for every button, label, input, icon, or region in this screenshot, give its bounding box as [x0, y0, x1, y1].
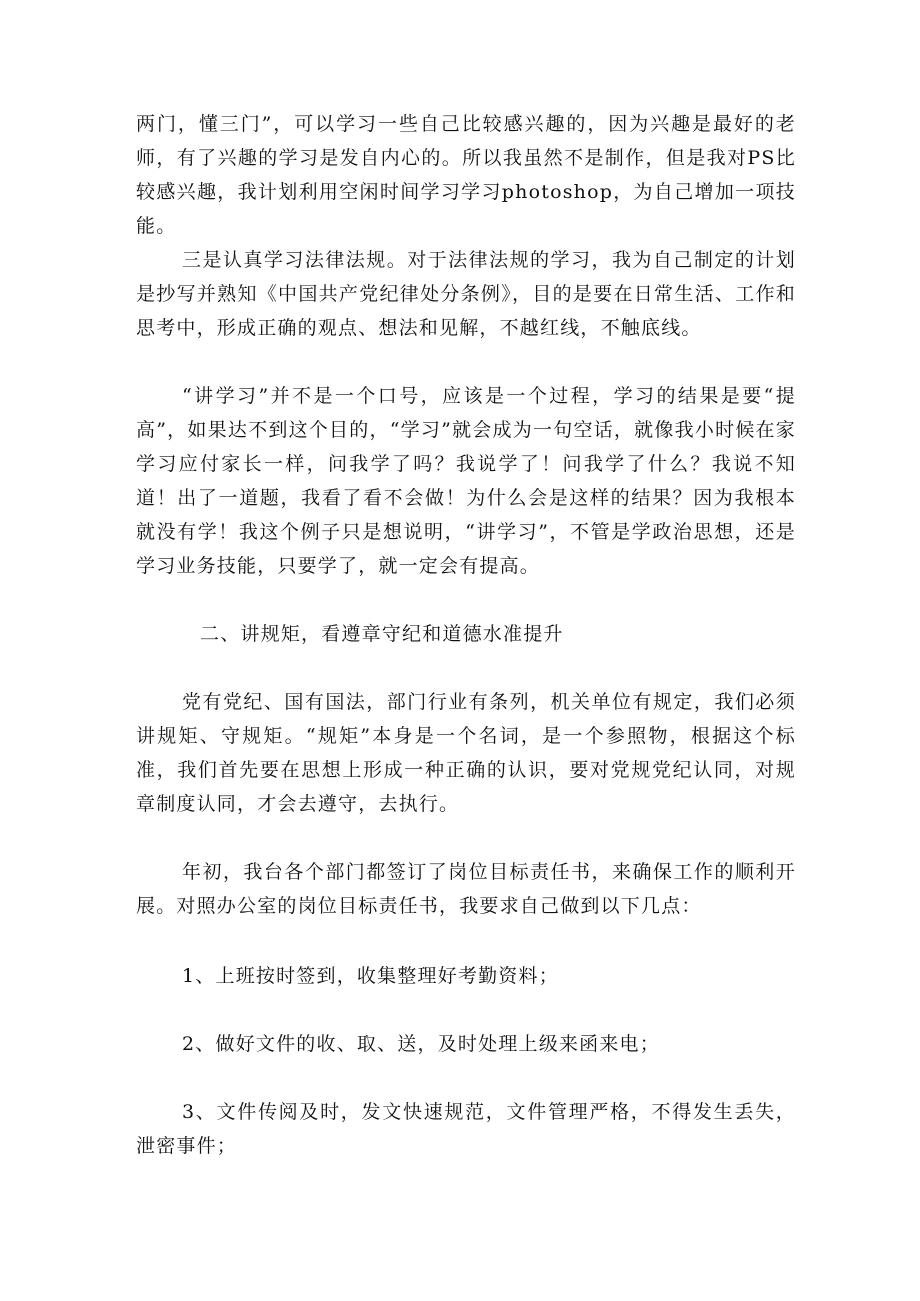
paragraph-responsibility: 年初，我台各个部门都签订了岗位目标责任书，来确保工作的顺利开展。对照办公室的岗位目标责任书，我要求自己做到以下几点：	[136, 861, 796, 917]
list-item: 1、上班按时签到，收集整理好考勤资料；	[182, 965, 559, 987]
paragraph-rules: 党有党纪、国有国法，部门行业有条列，机关单位有规定，我们必须讲规矩、守规矩。“规矩”本身是一个名词，是一个参照物，根据这个标准，我们首先要在思想上形成一种正确的认识，要对党规党纪认同，对规章制度认同，才会去遵守，去执行。	[136, 691, 796, 815]
list-item: 2、做好文件的收、取、送，及时处理上级来函来电；	[182, 1033, 660, 1055]
paragraph-law-study: 三是认真学习法律法规。对于法律法规的学习，我为自己制定的计划是抄写并熟知《中国共产党纪律处分条例》，目的是要在日常生活、工作和思考中，形成正确的观点、想法和见解，不越红线，不触底线。	[136, 249, 796, 339]
list-item: 3、文件传阅及时，发文快速规范，文件管理严格，不得发生丢失，泄密事件；	[136, 1101, 796, 1157]
paragraph-study-slogan: “讲学习”并不是一个口号，应该是一个过程，学习的结果是要“提高”，如果达不到这个目的，“学习”就会成为一句空话，就像我小时候在家学习应付家长一样，问我学了吗？我说学了！问我学了什么？我说不知道！出了一道题，我看了看不会做！为什么会是这样的结果？因为我根本就没有学！我这个例子只是想说明，“讲学习”，不管是学政治思想，还是学习业务技能，只要学了，就一定会有提高。	[136, 385, 796, 577]
paragraph-continuation: 两门，懂三门”，可以学习一些自己比较感兴趣的，因为兴趣是最好的老师，有了兴趣的学习是发自内心的。所以我虽然不是制作，但是我对PS比较感兴趣，我计划利用空闲时间学习学习photoshop，为自己增加一项技能。	[136, 113, 796, 237]
section-heading: 二、讲规矩，看遵章守纪和道德水准提升	[200, 623, 564, 645]
